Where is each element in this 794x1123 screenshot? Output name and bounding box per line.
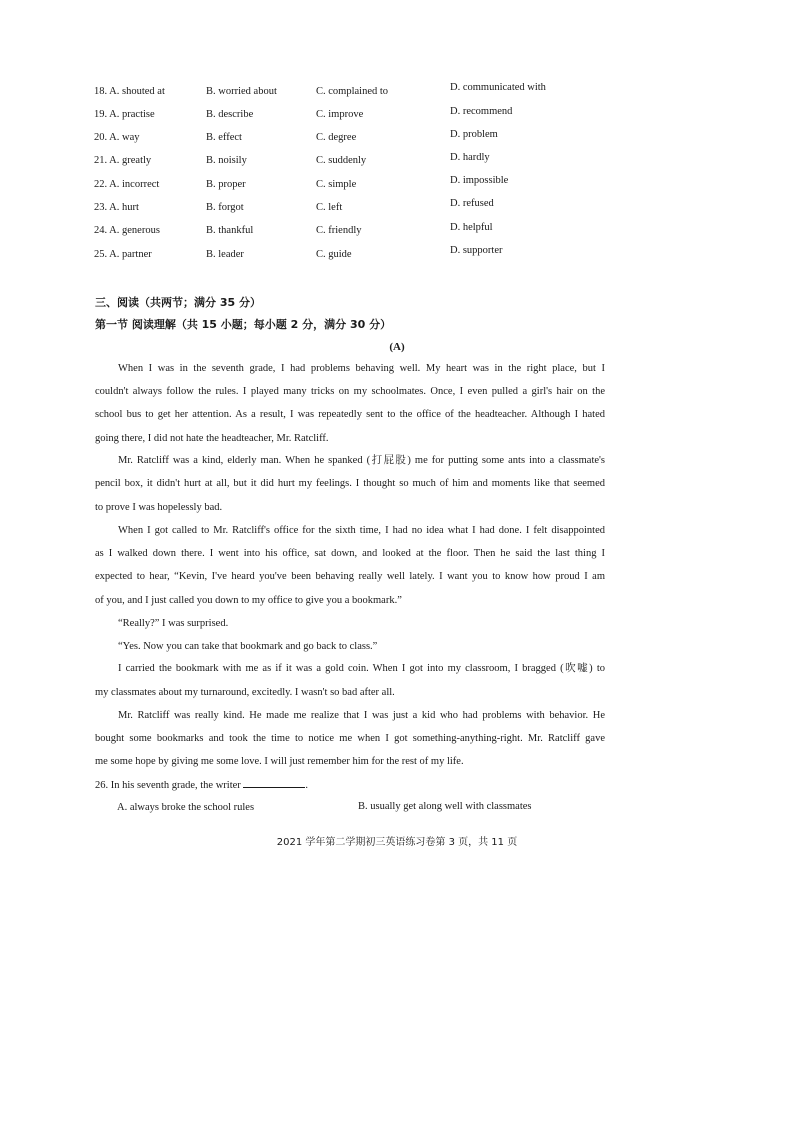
passage-line: to prove I was hopelessly bad. bbox=[95, 502, 223, 513]
option-c: C. suddenly bbox=[316, 155, 367, 166]
section-subtitle: 第一节 阅读理解（共 15 小题；每小题 2 分，满分 30 分） bbox=[95, 318, 392, 331]
passage-line: I carried the bookmark with me as if it was a gold coin. When I got into my classroom, I bragged (吹嘘) to bbox=[118, 663, 605, 674]
option-c: C. complained to bbox=[316, 86, 389, 97]
option-d: D. helpful bbox=[450, 222, 493, 233]
passage-line: bought some bookmarks and took the time to notice me when I got something-anything-right. Mr. Ratcliff gave bbox=[95, 733, 605, 744]
section-title: 三、阅读（共两节；满分 35 分） bbox=[95, 296, 261, 309]
option-b: B. worried about bbox=[206, 86, 277, 97]
option-b: B. effect bbox=[206, 132, 242, 143]
option-c: C. simple bbox=[316, 179, 357, 190]
option-c: C. left bbox=[316, 202, 343, 213]
passage-line: pencil box, it didn't hurt at all, but it did hurt my feelings. I thought so much of him and moments like that seemed bbox=[95, 478, 605, 489]
passage-line: going there, I did not hate the headteacher, Mr. Ratcliff. bbox=[95, 433, 329, 444]
passage-line: me some hope by giving me some love. I will just remember him for the rest of my life. bbox=[95, 756, 464, 767]
passage-line: expected to hear, “Kevin, I've heard you've been behaving really well lately. I want you to know how proud I am bbox=[95, 571, 605, 582]
option-d: D. refused bbox=[450, 198, 494, 209]
option-c: C. degree bbox=[316, 132, 357, 143]
option-row-21 bbox=[0, 152, 794, 175]
option-a: 20. A. way bbox=[94, 132, 140, 143]
option-c: C. friendly bbox=[316, 225, 362, 236]
option-c: C. improve bbox=[316, 109, 364, 120]
option-row-20 bbox=[0, 129, 794, 152]
page-footer: 2021 学年第二学期初三英语练习卷第 3 页，共 11 页 bbox=[276, 837, 518, 848]
option-a: 23. A. hurt bbox=[94, 202, 139, 213]
option-d: D. problem bbox=[450, 129, 498, 140]
option-row-18 bbox=[0, 82, 794, 106]
option-a: 21. A. greatly bbox=[94, 155, 152, 166]
option-row-19 bbox=[0, 106, 794, 129]
option-b: B. describe bbox=[206, 109, 254, 120]
option-a: 18. A. shouted at bbox=[94, 86, 165, 97]
option-b: B. thankful bbox=[206, 225, 254, 236]
passage-label: (A) bbox=[389, 341, 405, 353]
option-a: 22. A. incorrect bbox=[94, 179, 160, 190]
question-26-option-b: B. usually get along well with classmates bbox=[358, 801, 532, 812]
passage-line: as I walked down there. I went into his office, sat down, and looked at the floor. Then he said the last thing I bbox=[95, 548, 605, 559]
option-d: D. recommend bbox=[450, 106, 513, 117]
passage-line: “Yes. Now you can take that bookmark and go back to class.” bbox=[118, 641, 378, 652]
passage-line: school bus to get her attention. As a result, I was repeatedly sent to the office of the headteacher. Although I hated bbox=[95, 409, 605, 420]
option-b: B. noisily bbox=[206, 155, 247, 166]
passage-line: When I got called to Mr. Ratcliff's office for the sixth time, I had no idea what I had done. I felt disappointed bbox=[118, 525, 605, 536]
option-a: 24. A. generous bbox=[94, 225, 160, 236]
option-row-22 bbox=[0, 175, 794, 199]
option-b: B. leader bbox=[206, 249, 244, 260]
option-a: 19. A. practise bbox=[94, 109, 155, 120]
option-d: D. impossible bbox=[450, 175, 509, 186]
question-26-option-a: A. always broke the school rules bbox=[117, 802, 255, 813]
option-c: C. guide bbox=[316, 249, 352, 260]
option-b: B. forgot bbox=[206, 202, 244, 213]
passage-line: Mr. Ratcliff was really kind. He made me realize that I was just a kid who had problems with behavior. He bbox=[118, 710, 605, 721]
passage-line: of you, and I just called you down to my office to give you a bookmark.” bbox=[95, 595, 402, 606]
option-row-25 bbox=[0, 245, 794, 269]
option-d: D. supporter bbox=[450, 245, 503, 256]
option-row-23 bbox=[0, 198, 794, 222]
option-a: 25. A. partner bbox=[94, 249, 152, 260]
passage-line: my classmates about my turnaround, excitedly. I wasn't so bad after all. bbox=[95, 687, 395, 698]
option-d: D. communicated with bbox=[450, 82, 546, 93]
question-26 bbox=[95, 779, 605, 793]
question-end: . bbox=[305, 780, 309, 791]
question-stem: 26. In his seventh grade, the writer bbox=[95, 780, 241, 791]
passage-line: “Really?” I was surprised. bbox=[118, 618, 229, 629]
option-b: B. proper bbox=[206, 179, 246, 190]
answer-blank bbox=[243, 787, 305, 788]
option-d: D. hardly bbox=[450, 152, 490, 163]
passage-line: Mr. Ratcliff was a kind, elderly man. When he spanked (打屁股) me for putting some ants into a classmate's bbox=[118, 455, 605, 466]
passage-line: couldn't always follow the rules. I played many tricks on my schoolmates. Once, I even pulled a girl's hair on the bbox=[95, 386, 605, 397]
passage-line: When I was in the seventh grade, I had problems behaving well. My heart was in the right place, but I bbox=[118, 363, 605, 374]
option-row-24 bbox=[0, 222, 794, 245]
